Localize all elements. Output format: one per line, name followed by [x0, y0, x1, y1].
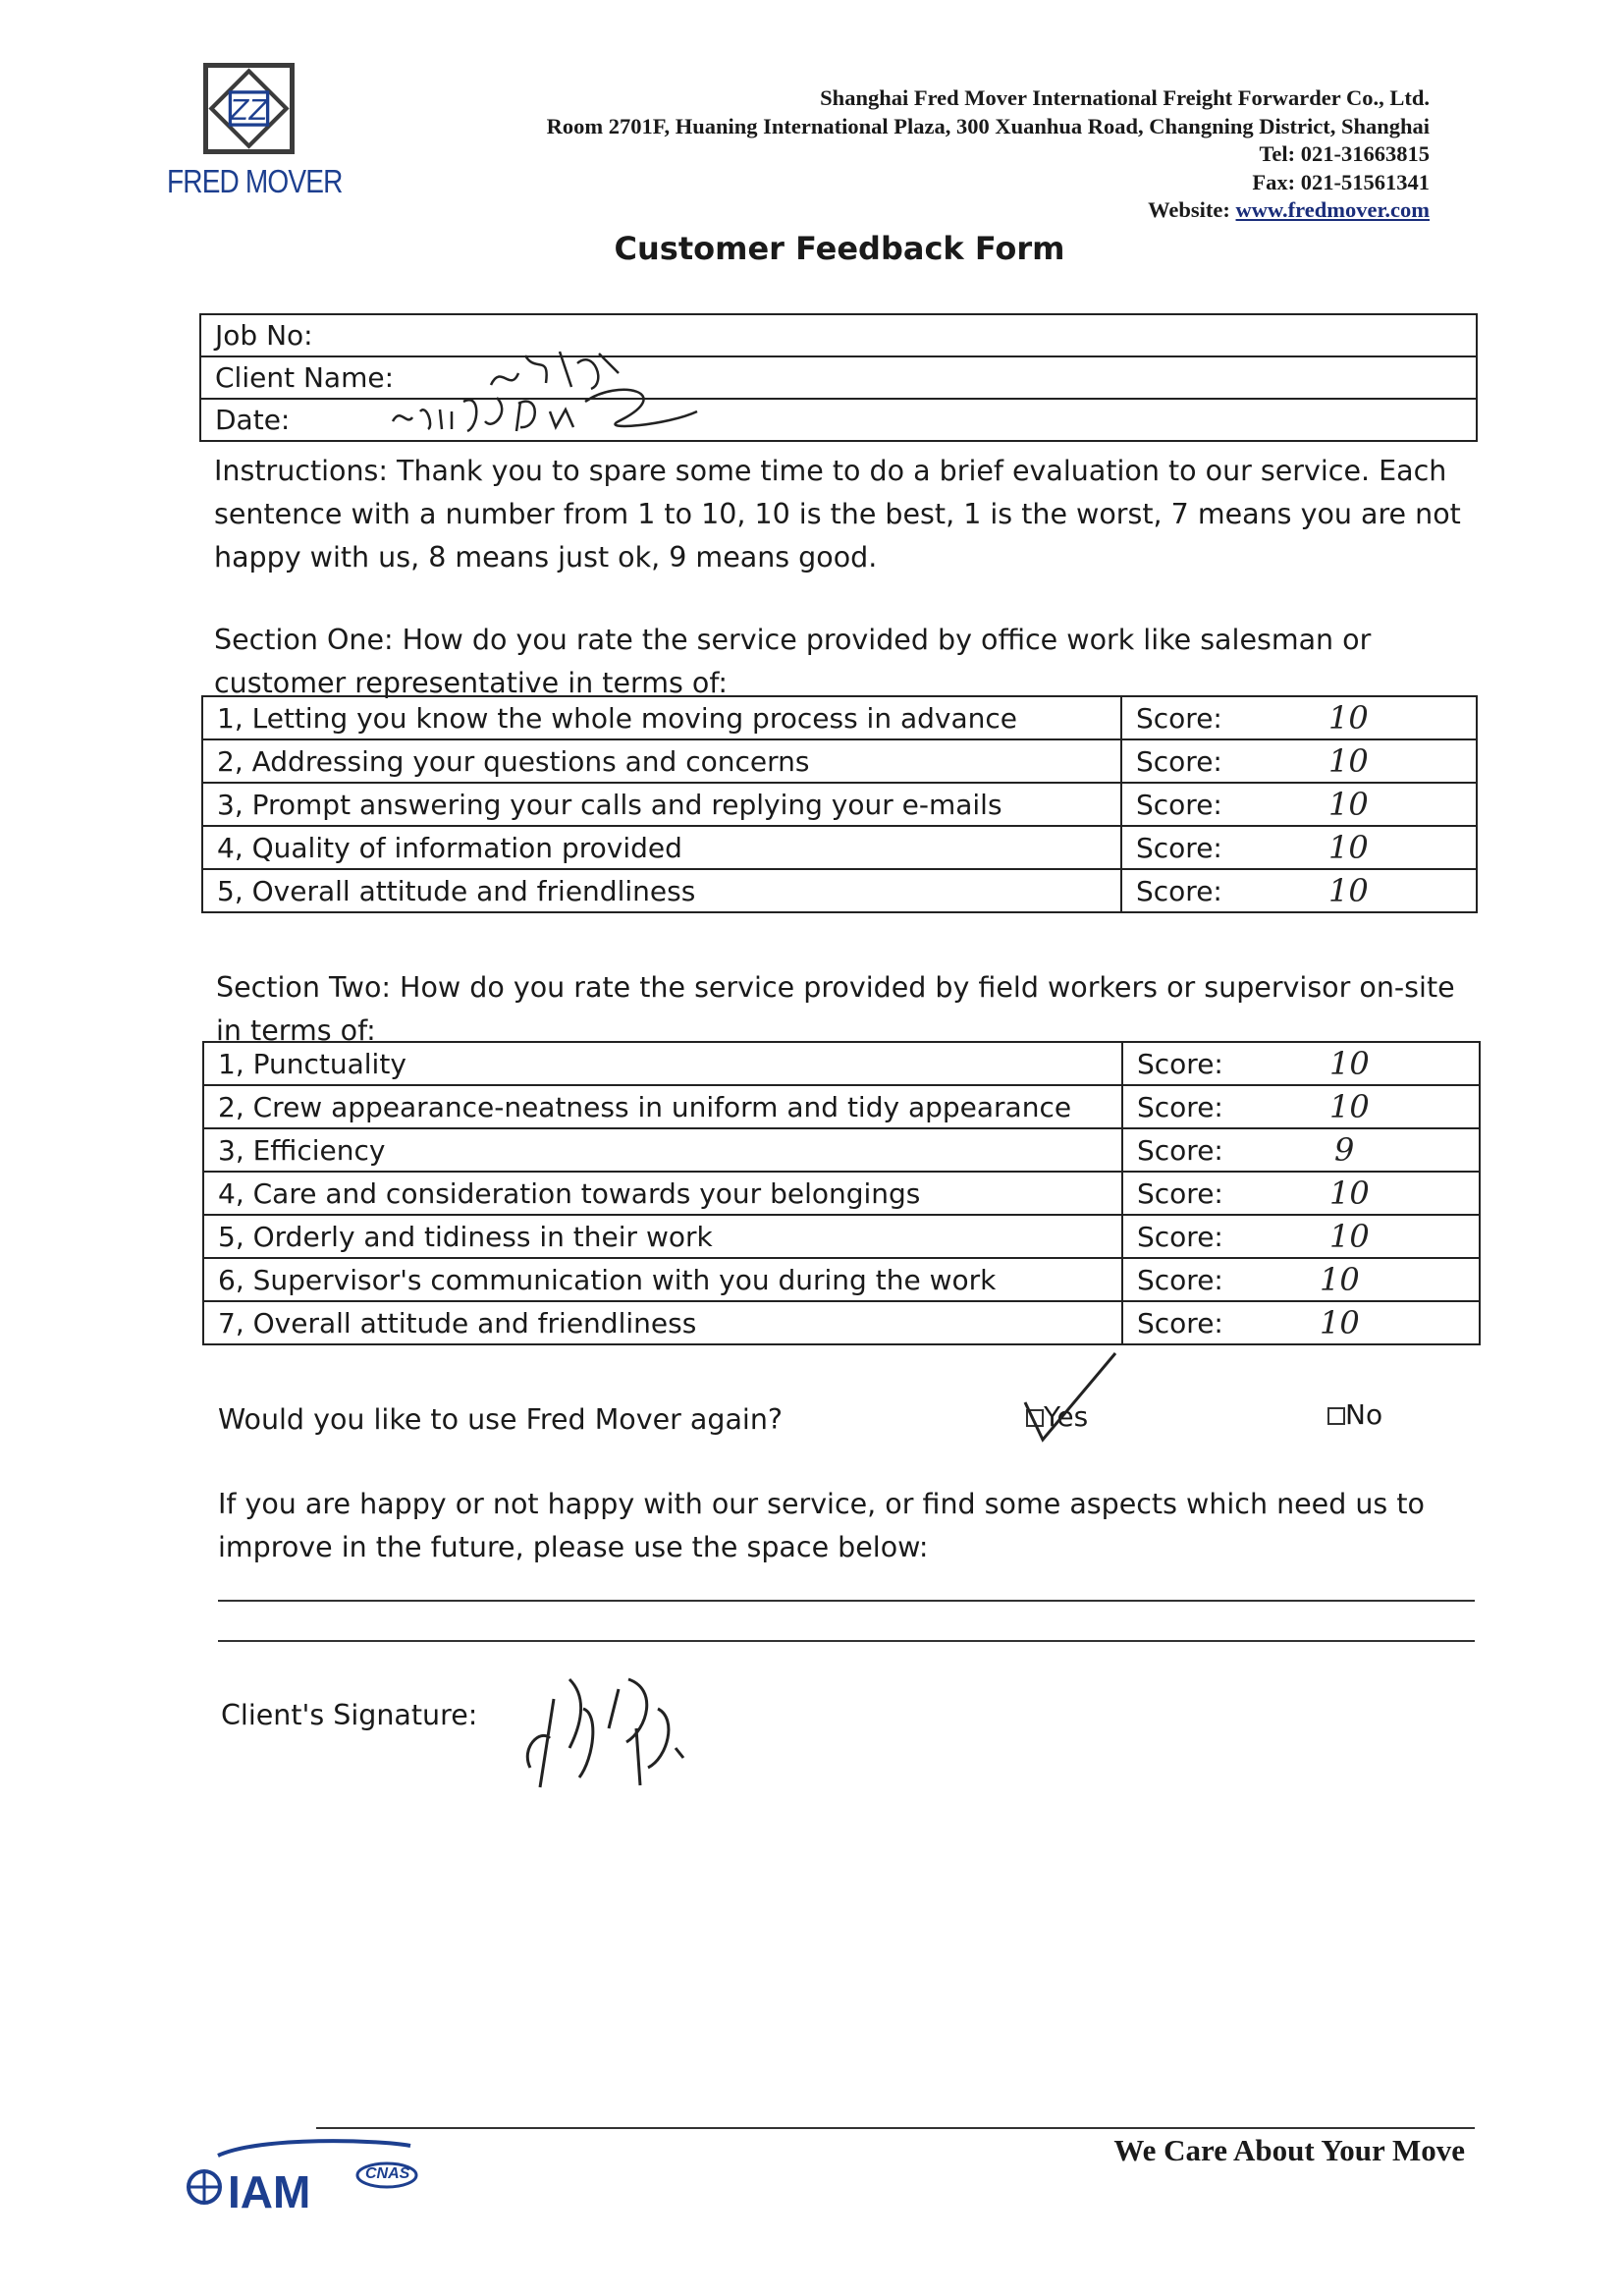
table-row — [202, 869, 1477, 912]
table-row — [203, 1301, 1480, 1344]
table-row — [203, 1128, 1480, 1172]
yes-label: Yes — [1044, 1400, 1089, 1433]
score-field[interactable]: Score: 10 — [1122, 1085, 1480, 1128]
question-label: 3, Prompt answering your calls and replying your e-mails — [202, 783, 1121, 826]
table-row — [203, 1085, 1480, 1128]
score-field[interactable]: Score: 10 — [1121, 783, 1477, 826]
reuse-question: Would you like to use Fred Mover again? — [218, 1403, 784, 1436]
score-field[interactable]: Score: 10 — [1121, 869, 1477, 912]
checkmark-icon — [1021, 1347, 1119, 1446]
comment-line[interactable] — [218, 1640, 1475, 1642]
question-label: 1, Punctuality — [203, 1042, 1122, 1085]
company-tel: Tel: 021-31663815 — [1259, 141, 1430, 166]
question-label: 6, Supervisor's communication with you during the work — [203, 1258, 1122, 1301]
table-row — [203, 1215, 1480, 1258]
client-name-label: Client Name: — [215, 361, 394, 394]
question-label: 2, Crew appearance-neatness in uniform and tidy appearance — [203, 1085, 1122, 1128]
question-label: 4, Care and consideration towards your belongings — [203, 1172, 1122, 1215]
footer-slogan: We Care About Your Move — [1113, 2133, 1465, 2167]
instructions-text: Instructions: Thank you to spare some time to do a brief evaluation to our service. Each sentence with a number from 1 to 10, 10 is the best, 1 is the worst, 7 means you are not happy with us, 8 means just ok, 9 means good. — [214, 455, 1461, 574]
score-field[interactable]: Score: 10 — [1121, 826, 1477, 869]
job-no-label: Job No: — [200, 314, 1477, 356]
score-value: 10 — [1329, 1088, 1370, 1125]
section-one-heading: Section One: How do you rate the service provided by office work like salesman or customer representative in terms of: — [214, 624, 1372, 699]
section-two-table — [202, 1041, 1481, 1345]
score-value: 10 — [1328, 699, 1369, 737]
score-value: 10 — [1328, 829, 1369, 866]
date-field[interactable] — [200, 399, 1477, 441]
company-info — [547, 84, 1430, 225]
question-label: 5, Overall attitude and friendliness — [202, 869, 1121, 912]
website-label: Website: — [1148, 197, 1230, 222]
section-two-heading: Section Two: How do you rate the service provided by field workers or supervisor on-site in terms of: — [216, 971, 1455, 1047]
table-row — [202, 826, 1477, 869]
date-handwriting — [383, 382, 707, 441]
question-label: 4, Quality of information provided — [202, 826, 1121, 869]
question-label: 3, Efficiency — [203, 1128, 1122, 1172]
score-value: 10 — [1329, 1218, 1370, 1255]
date-label: Date: — [215, 404, 291, 436]
score-value: 9 — [1334, 1131, 1355, 1169]
table-row — [202, 696, 1477, 739]
company-logo — [203, 63, 295, 154]
score-field[interactable]: Score: 10 — [1121, 739, 1477, 783]
company-fax: Fax: 021-51561341 — [1252, 169, 1430, 194]
signature-label: Client's Signature: — [221, 1699, 478, 1731]
score-field[interactable]: Score: 10 — [1122, 1215, 1480, 1258]
score-value: 10 — [1328, 742, 1369, 780]
score-field[interactable]: Score: 10 — [1121, 696, 1477, 739]
score-value: 10 — [1329, 1045, 1370, 1082]
company-website-row — [547, 196, 1430, 225]
cnas-logo-text: CNAS — [365, 2165, 410, 2182]
company-name: Shanghai Fred Mover International Freight Forwarder Co., Ltd. — [820, 85, 1430, 110]
table-row — [202, 783, 1477, 826]
score-field[interactable]: Score: 10 — [1122, 1042, 1480, 1085]
client-signature — [511, 1669, 736, 1797]
iam-logo-text: IAM — [228, 2166, 311, 2217]
comments-prompt: If you are happy or not happy with our service, or find some aspects which need us to improve in the future, please use the space below: — [218, 1488, 1425, 1563]
score-value: 10 — [1328, 872, 1369, 909]
no-label: No — [1345, 1398, 1383, 1431]
score-field[interactable]: Score: 10 — [1122, 1172, 1480, 1215]
website-link[interactable]: www.fredmover.com — [1235, 197, 1430, 222]
reuse-no-option[interactable] — [1327, 1398, 1382, 1431]
score-field[interactable]: Score: 10 — [1122, 1301, 1480, 1344]
footer-rule — [316, 2127, 1475, 2129]
question-label: 2, Addressing your questions and concerns — [202, 739, 1121, 783]
info-table — [199, 313, 1478, 442]
score-field[interactable]: Score: 9 — [1122, 1128, 1480, 1172]
svg-text:ZZ: ZZ — [230, 94, 268, 128]
score-value: 10 — [1328, 786, 1369, 823]
no-checkbox[interactable] — [1327, 1407, 1345, 1425]
date-row — [200, 399, 1477, 441]
table-row — [203, 1258, 1480, 1301]
table-row — [203, 1172, 1480, 1215]
score-value: 10 — [1320, 1261, 1360, 1298]
score-value: 10 — [1329, 1175, 1370, 1212]
comment-line[interactable] — [218, 1600, 1475, 1602]
section-one-table — [201, 695, 1478, 913]
score-field[interactable]: Score: 10 — [1122, 1258, 1480, 1301]
table-row — [202, 739, 1477, 783]
logo-text: FRED MOVER — [167, 163, 343, 199]
job-no-row — [200, 314, 1477, 356]
logo-diamond-icon — [208, 68, 290, 149]
question-label: 5, Orderly and tidiness in their work — [203, 1215, 1122, 1258]
table-row — [203, 1042, 1480, 1085]
score-value: 10 — [1320, 1304, 1360, 1341]
question-label: 1, Letting you know the whole moving process in advance — [202, 696, 1121, 739]
form-title: Customer Feedback Form — [614, 230, 1065, 267]
question-label: 7, Overall attitude and friendliness — [203, 1301, 1122, 1344]
company-address: Room 2701F, Huaning International Plaza, 300 Xuanhua Road, Changning District, Shanghai — [546, 113, 1430, 138]
